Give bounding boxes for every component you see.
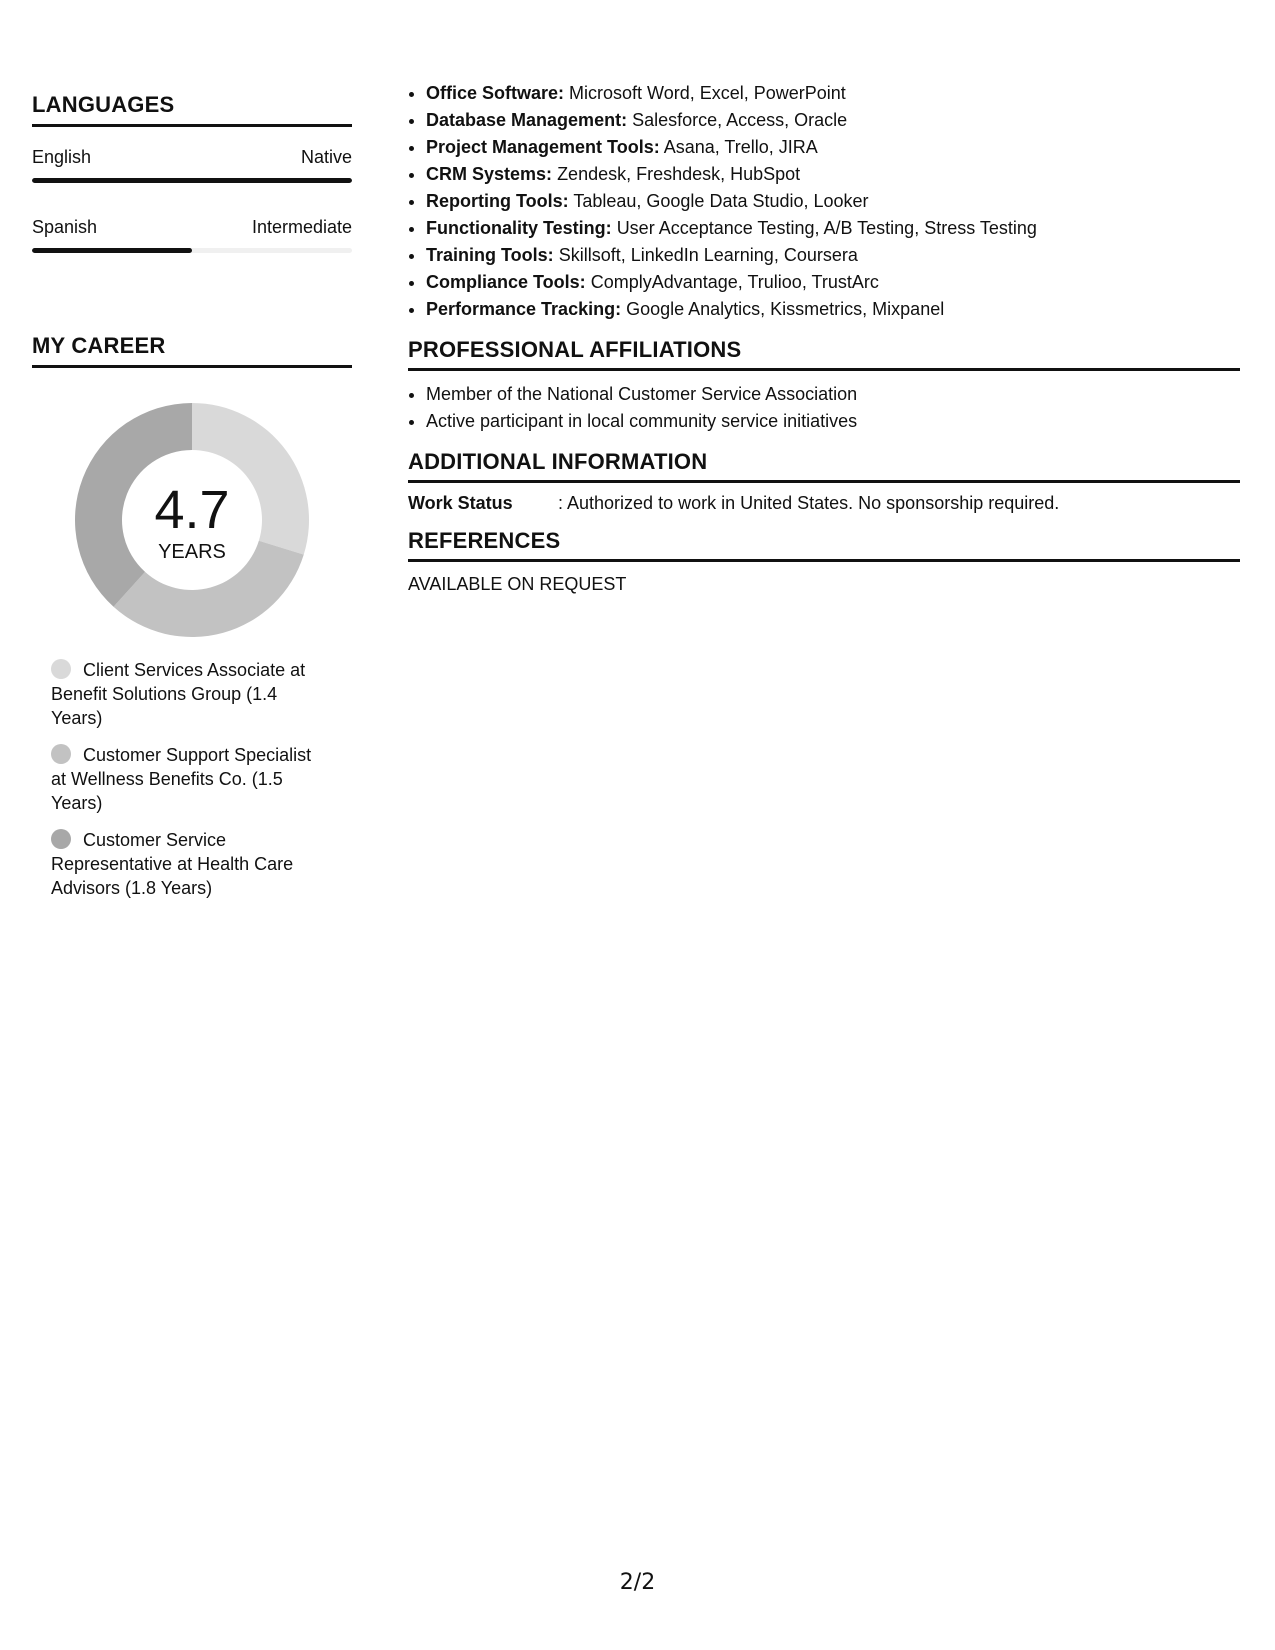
skill-label: Database Management: (426, 110, 628, 130)
language-row (32, 217, 352, 238)
skill-value: Tableau, Google Data Studio, Looker (573, 191, 869, 211)
skill-label: Functionality Testing: (426, 218, 612, 238)
skill-label: Project Management Tools: (426, 137, 660, 157)
language-name: Spanish (32, 217, 98, 237)
affiliation-item: • Active participant in local community service initiatives (426, 408, 1240, 435)
left-column (32, 92, 352, 913)
skill-item (426, 242, 1240, 269)
skill-item (426, 134, 1240, 161)
legend-label: Client Services Associate at Benefit Solutions Group (1.4 Years) (51, 660, 306, 728)
language-item (32, 217, 352, 253)
legend-item (51, 743, 331, 815)
affiliations-list (408, 381, 1240, 435)
right-column (408, 80, 1240, 595)
references-title: REFERENCES (408, 528, 1240, 562)
skill-label: Performance Tracking: (426, 299, 622, 319)
skill-label: Reporting Tools: (426, 191, 569, 211)
additional-info-title: ADDITIONAL INFORMATION (408, 449, 1240, 483)
legend-dot (51, 829, 71, 849)
career-title: MY CAREER (32, 333, 352, 368)
work-status-row (408, 493, 1240, 514)
work-status-value: : Authorized to work in United States. No sponsorship required. (558, 493, 1060, 513)
language-level: Intermediate (251, 217, 352, 237)
skill-item (426, 188, 1240, 215)
language-bar-track (32, 248, 352, 253)
language-level: Native (300, 147, 352, 167)
skill-label: Compliance Tools: (426, 272, 586, 292)
language-row (32, 147, 352, 168)
skill-item (426, 296, 1240, 323)
skill-item (426, 269, 1240, 296)
career-donut-wrap (32, 402, 352, 638)
affiliations-section (408, 337, 1240, 435)
affiliation-item: • Member of the National Customer Service Association (426, 381, 1240, 408)
language-bar-fill (32, 248, 192, 253)
skill-item (426, 107, 1240, 134)
legend-label: Customer Support Specialist at Wellness Benefits Co. (1.5 Years) (51, 745, 312, 813)
legend-label: Customer Service Representative at Health Care Advisors (1.8 Years) (51, 830, 294, 898)
language-bar-fill (32, 178, 352, 183)
career-donut-chart (74, 402, 310, 638)
additional-info-section (408, 449, 1240, 514)
career-section (32, 333, 352, 900)
legend-dot (51, 744, 71, 764)
skill-item (426, 215, 1240, 242)
affiliations-title: PROFESSIONAL AFFILIATIONS (408, 337, 1240, 371)
skill-label: Training Tools: (426, 245, 554, 265)
skill-item (426, 80, 1240, 107)
skill-value: Skillsoft, LinkedIn Learning, Coursera (558, 245, 858, 265)
languages-section (32, 92, 352, 253)
skill-label: CRM Systems: (426, 164, 553, 184)
page-number: 2/2 (619, 1570, 656, 1595)
legend-item (51, 658, 331, 730)
skill-value: Zendesk, Freshdesk, HubSpot (557, 164, 801, 184)
language-name: English (32, 147, 92, 167)
skills-list (408, 80, 1240, 323)
skill-value: ComplyAdvantage, Trulioo, TrustArc (590, 272, 879, 292)
work-status-label: Work Status (408, 493, 513, 513)
skill-value: Google Analytics, Kissmetrics, Mixpanel (626, 299, 945, 319)
career-total-unit: YEARS (158, 541, 226, 563)
skill-value: Salesforce, Access, Oracle (632, 110, 848, 130)
references-section (408, 528, 1240, 595)
career-legend (32, 658, 331, 900)
skill-item (426, 161, 1240, 188)
skill-value: Asana, Trello, JIRA (663, 137, 818, 157)
legend-item (51, 828, 331, 900)
languages-title: LANGUAGES (32, 92, 352, 127)
references-text: AVAILABLE ON REQUEST (408, 574, 627, 594)
language-item (32, 147, 352, 183)
skill-value: User Acceptance Testing, A/B Testing, Stress Testing (616, 218, 1037, 238)
skill-value: Microsoft Word, Excel, PowerPoint (569, 83, 846, 103)
language-bar-track (32, 178, 352, 183)
legend-dot (51, 659, 71, 679)
skill-label: Office Software: (426, 83, 565, 103)
career-total-value: 4.7 (154, 480, 230, 540)
